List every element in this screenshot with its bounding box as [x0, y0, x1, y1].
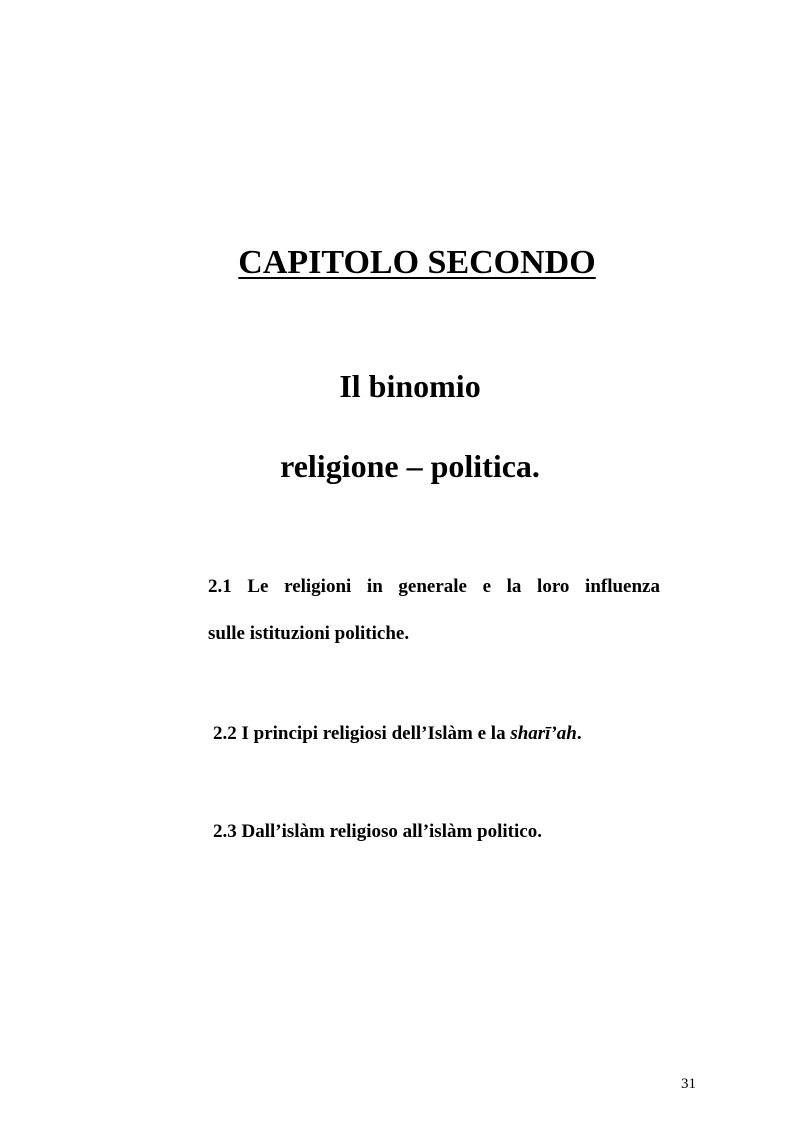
section-2-1-heading: 2.1 Le religioni in generale e la loro influenza — [208, 576, 660, 597]
sharia-term: sharī’ah — [510, 723, 577, 744]
chapter-subtitle-line-1: Il binomio — [339, 368, 481, 404]
section-2-3-heading: 2.3 Dall’islàm religioso all’islàm politico. — [213, 821, 542, 842]
section-2-2-text: 2.2 I principi religiosi dell’Islàm e la — [213, 723, 511, 744]
section-2-2-heading — [213, 722, 582, 746]
page-number: 31 — [681, 1076, 696, 1092]
chapter-title: CAPITOLO SECONDO — [238, 244, 596, 281]
section-2-1-heading-continued: sulle istituzioni politiche. — [208, 623, 410, 644]
chapter-subtitle-line-2: religione – politica. — [280, 448, 540, 484]
section-2-2-period: . — [576, 723, 582, 744]
